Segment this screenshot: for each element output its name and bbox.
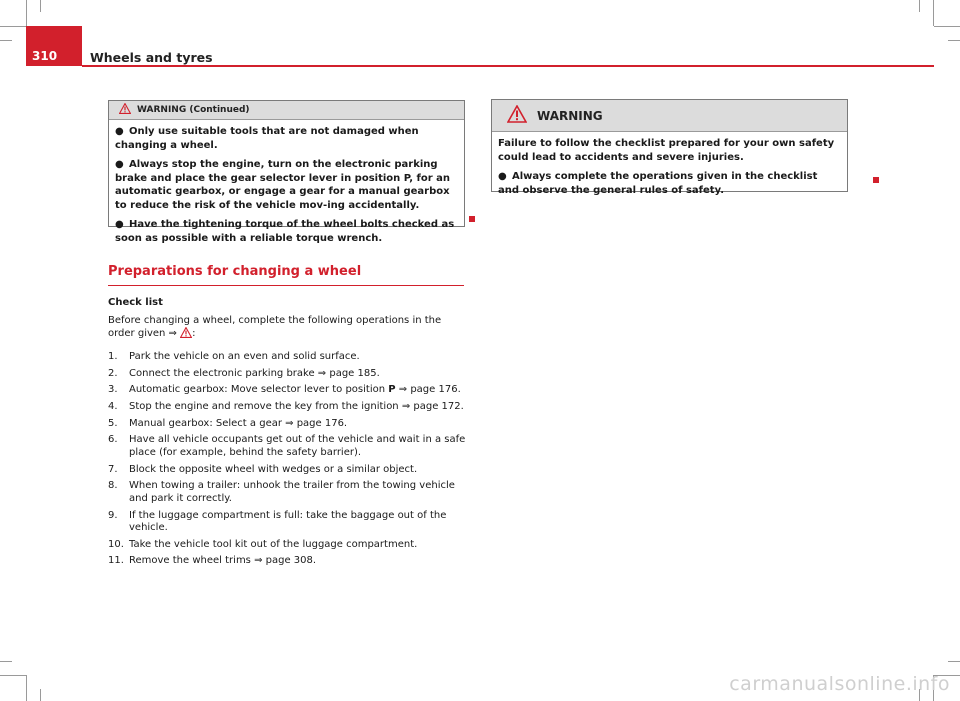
warning-title: WARNING [537, 108, 603, 123]
crop-mark [948, 661, 960, 662]
warning-body [492, 132, 847, 197]
crop-mark [948, 40, 960, 41]
section-title: Preparations for changing a wheel [108, 264, 362, 279]
checklist-content [108, 296, 468, 572]
bullet-icon: ● [498, 171, 507, 182]
warning-title: WARNING (Continued) [137, 105, 250, 115]
crop-mark [26, 0, 27, 26]
crop-mark [919, 0, 920, 12]
checklist-step: 7. Block the opposite wheel with wedges or a similar object. [108, 463, 418, 475]
checklist-step: 5. Manual gearbox: Select a gear ⇒ page 176. [108, 417, 348, 429]
checklist-step: 8. When towing a trailer: unhook the trailer from the towing vehicle and park it correctly. [108, 480, 455, 504]
warning-item: ● Only use suitable tools that are not damaged when changing a wheel. [115, 126, 419, 151]
intro-paragraph: Before changing a wheel, complete the following operations in the order given ⇒ : [108, 314, 468, 342]
page-tab-accent [26, 26, 82, 47]
warning-text: Failure to follow the checklist prepared for your own safety could lead to accidents and severe injuries. [498, 138, 835, 163]
crop-mark [933, 0, 934, 26]
checklist-step: 4. Stop the engine and remove the key from the ignition ⇒ page 172. [108, 401, 464, 413]
warning-item: ● Have the tightening torque of the wheel bolts checked as soon as possible with a reliable torque wrench. [115, 219, 455, 244]
crop-mark [40, 689, 41, 701]
page-header-title: Wheels and tyres [90, 50, 213, 65]
end-of-section-mark [469, 216, 475, 222]
step-number: 11. [108, 555, 124, 567]
end-of-section-mark [873, 177, 879, 183]
checklist-step: 11. Remove the wheel trims ⇒ page 308. [108, 555, 317, 567]
checklist-step: 3. Automatic gearbox: Move selector lever to position P ⇒ page 176. [108, 384, 461, 396]
checklist-step: 1. Park the vehicle on an even and solid surface. [108, 351, 360, 362]
step-number: 9. [108, 509, 118, 521]
warning-box [491, 99, 848, 196]
warning-item: ● Always stop the engine, turn on the electronic parking brake and place the gear selector lever in position P, for an automatic gearbox, or engage a gear for a manual gearbox to reduce the risk of the vehicle mov-ing accidentally. [115, 159, 451, 211]
crop-mark [0, 661, 12, 662]
step-number: 4. [108, 401, 118, 413]
step-number: 6. [108, 434, 118, 446]
checklist-step: 9. If the luggage compartment is full: take the baggage out of the vehicle. [108, 509, 447, 533]
warning-header [109, 101, 464, 120]
crop-mark [0, 26, 26, 27]
warning-reference-icon[interactable] [180, 327, 192, 342]
crop-mark [26, 675, 27, 701]
crop-mark [40, 0, 41, 12]
checklist-steps [108, 351, 468, 568]
watermark: carmanualsonline.info [729, 673, 950, 695]
section-subtitle: Check list [108, 297, 163, 308]
warning-item: ● Always complete the operations given in the checklist and observe the general rules of safety. [498, 171, 818, 196]
header-rule [82, 65, 934, 67]
step-number: 5. [108, 417, 118, 429]
step-number: 10. [108, 538, 124, 550]
step-number: 2. [108, 367, 118, 379]
checklist-step: 2. Connect the electronic parking brake ⇒ page 185. [108, 367, 380, 379]
checklist-step: 6. Have all vehicle occupants get out of the vehicle and wait in a safe place (for example, behind the safety barrier). [108, 434, 466, 458]
step-number: 8. [108, 480, 118, 492]
warning-continued-box [108, 100, 465, 244]
crop-mark [0, 40, 12, 41]
crop-mark [0, 675, 26, 676]
step-number: 3. [108, 384, 118, 396]
bullet-icon: ● [115, 219, 124, 230]
warning-body [109, 120, 464, 245]
section-rule [108, 285, 464, 286]
crop-mark [934, 26, 960, 27]
warning-triangle-icon [119, 103, 131, 117]
step-number: 7. [108, 463, 118, 475]
checklist-step: 10. Take the vehicle tool kit out of the luggage compartment. [108, 538, 418, 550]
page-number: 310 [26, 47, 82, 66]
bullet-icon: ● [115, 126, 124, 137]
warning-triangle-icon [507, 105, 527, 126]
step-number: 1. [108, 351, 118, 362]
bullet-icon: ● [115, 159, 124, 170]
warning-header [492, 100, 847, 132]
